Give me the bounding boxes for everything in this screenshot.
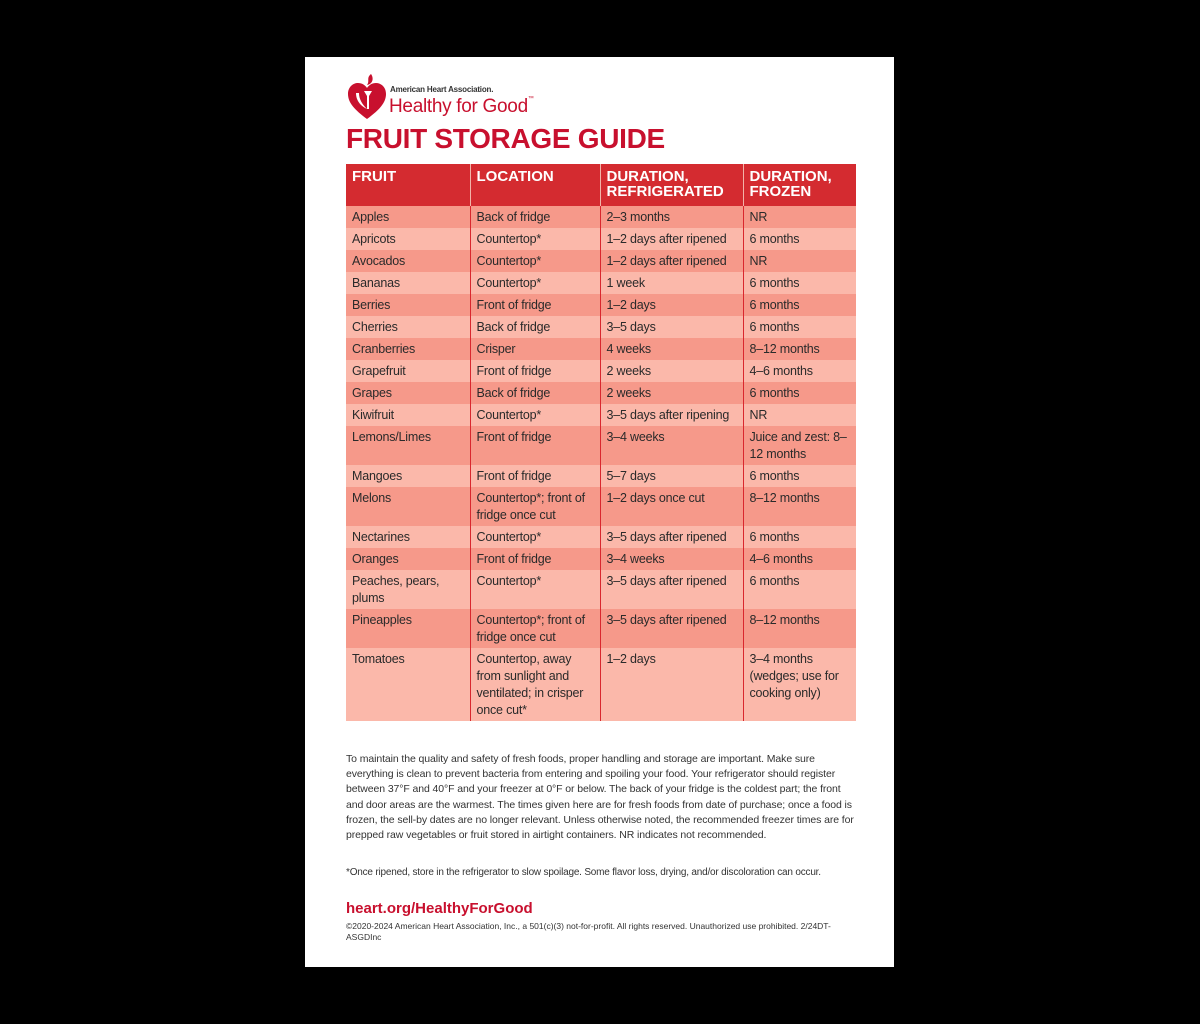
cell-fruit: Pineapples — [346, 609, 470, 648]
cell-refrigerated: 2 weeks — [600, 360, 743, 382]
cell-fruit: Grapes — [346, 382, 470, 404]
cell-location: Countertop*; front of fridge once cut — [470, 487, 600, 526]
table-row — [346, 526, 856, 548]
cell-location: Countertop* — [470, 250, 600, 272]
healthy-for-good-link[interactable]: heart.org/HealthyForGood — [346, 900, 533, 917]
cell-refrigerated: 4 weeks — [600, 338, 743, 360]
fruit-storage-table — [346, 164, 856, 721]
table-row — [346, 570, 856, 609]
cell-location: Countertop* — [470, 228, 600, 250]
table-row — [346, 548, 856, 570]
cell-fruit: Avocados — [346, 250, 470, 272]
cell-fruit: Bananas — [346, 272, 470, 294]
cell-frozen: 3–4 months (wedges; use for cooking only) — [743, 648, 856, 721]
cell-refrigerated: 3–5 days — [600, 316, 743, 338]
cell-location: Countertop* — [470, 404, 600, 426]
cell-fruit: Melons — [346, 487, 470, 526]
table-row — [346, 272, 856, 294]
column-header-fruit: FRUIT — [346, 164, 470, 206]
cell-refrigerated: 1–2 days after ripened — [600, 250, 743, 272]
cell-frozen: NR — [743, 404, 856, 426]
cell-frozen: NR — [743, 206, 856, 228]
cell-refrigerated: 1 week — [600, 272, 743, 294]
cell-refrigerated: 1–2 days once cut — [600, 487, 743, 526]
cell-frozen: 6 months — [743, 228, 856, 250]
table-row — [346, 360, 856, 382]
cell-fruit: Nectarines — [346, 526, 470, 548]
cell-location: Front of fridge — [470, 360, 600, 382]
aha-logo — [347, 73, 547, 125]
page-title: FRUIT STORAGE GUIDE — [346, 123, 665, 154]
cell-location: Countertop, away from sunlight and ventilated; in crisper once cut* — [470, 648, 600, 721]
table-header-row — [346, 164, 856, 206]
cell-frozen: 6 months — [743, 570, 856, 609]
table-row — [346, 609, 856, 648]
cell-location: Front of fridge — [470, 294, 600, 316]
cell-frozen: Juice and zest: 8–12 months — [743, 426, 856, 465]
logo-org-name: American Heart Association. — [390, 85, 494, 94]
cell-location: Countertop*; front of fridge once cut — [470, 609, 600, 648]
column-header-frozen: DURATION, FROZEN — [743, 164, 856, 206]
cell-fruit: Kiwifruit — [346, 404, 470, 426]
cell-frozen: 8–12 months — [743, 338, 856, 360]
cell-frozen: 4–6 months — [743, 548, 856, 570]
column-header-location: LOCATION — [470, 164, 600, 206]
table-row — [346, 206, 856, 228]
table-row — [346, 465, 856, 487]
cell-fruit: Lemons/Limes — [346, 426, 470, 465]
cell-frozen: 4–6 months — [743, 360, 856, 382]
cell-fruit: Peaches, pears, plums — [346, 570, 470, 609]
table-row — [346, 487, 856, 526]
table-body — [346, 206, 856, 721]
cell-location: Countertop* — [470, 272, 600, 294]
cell-fruit: Berries — [346, 294, 470, 316]
cell-refrigerated: 3–5 days after ripening — [600, 404, 743, 426]
cell-frozen: 8–12 months — [743, 609, 856, 648]
cell-fruit: Tomatoes — [346, 648, 470, 721]
cell-fruit: Apples — [346, 206, 470, 228]
cell-fruit: Cranberries — [346, 338, 470, 360]
cell-refrigerated: 1–2 days — [600, 294, 743, 316]
cell-frozen: 6 months — [743, 272, 856, 294]
table-row — [346, 382, 856, 404]
cell-location: Front of fridge — [470, 465, 600, 487]
cell-location: Front of fridge — [470, 426, 600, 465]
cell-refrigerated: 5–7 days — [600, 465, 743, 487]
copyright-notice: ©2020-2024 American Heart Association, Inc., a 501(c)(3) not-for-profit. All rights reserved. Unauthorized use prohibited. 2/24DT-ASGDInc — [346, 921, 831, 942]
cell-location: Back of fridge — [470, 206, 600, 228]
cell-frozen: 6 months — [743, 316, 856, 338]
cell-fruit: Apricots — [346, 228, 470, 250]
cell-frozen: NR — [743, 250, 856, 272]
cell-refrigerated: 3–5 days after ripened — [600, 609, 743, 648]
heart-torch-icon — [347, 73, 387, 123]
cell-refrigerated: 1–2 days after ripened — [600, 228, 743, 250]
cell-frozen: 6 months — [743, 382, 856, 404]
cell-refrigerated: 2–3 months — [600, 206, 743, 228]
cell-location: Back of fridge — [470, 316, 600, 338]
storage-note: To maintain the quality and safety of fresh foods, proper handling and storage are important. Make sure everything is clean to prevent bacteria from entering and spoiling your food. Your refrigerator should register between 37°F and 40°F and your freezer at 0°F or below. The back of your fridge is the coldest part; the front and door areas are the warmest. The times given here are for fresh foods from date of purchase; once a food is frozen, the sell-by dates are no longer relevant. Unless otherwise noted, the recommended freezer times are for prepped raw vegetables or fruit stored in airtight containers. NR indicates not recommended. — [346, 753, 854, 842]
cell-fruit: Cherries — [346, 316, 470, 338]
cell-fruit: Mangoes — [346, 465, 470, 487]
cell-location: Front of fridge — [470, 548, 600, 570]
table-row — [346, 228, 856, 250]
cell-refrigerated: 3–5 days after ripened — [600, 570, 743, 609]
cell-refrigerated: 3–5 days after ripened — [600, 526, 743, 548]
ripening-footnote: *Once ripened, store in the refrigerator to slow spoilage. Some flavor loss, drying, and/or discoloration can occur. — [346, 867, 821, 878]
cell-fruit: Grapefruit — [346, 360, 470, 382]
cell-location: Countertop* — [470, 526, 600, 548]
cell-refrigerated: 3–4 weeks — [600, 548, 743, 570]
cell-frozen: 6 months — [743, 465, 856, 487]
column-header-refrigerated: DURATION, REFRIGERATED — [600, 164, 743, 206]
cell-frozen: 6 months — [743, 294, 856, 316]
table-row — [346, 294, 856, 316]
document-page — [305, 57, 894, 967]
cell-frozen: 6 months — [743, 526, 856, 548]
cell-location: Back of fridge — [470, 382, 600, 404]
table-row — [346, 250, 856, 272]
table-row — [346, 426, 856, 465]
cell-refrigerated: 1–2 days — [600, 648, 743, 721]
logo-brand-name: Healthy for Good™ — [389, 96, 534, 117]
table-row — [346, 404, 856, 426]
cell-fruit: Oranges — [346, 548, 470, 570]
cell-refrigerated: 3–4 weeks — [600, 426, 743, 465]
table-row — [346, 648, 856, 721]
cell-frozen: 8–12 months — [743, 487, 856, 526]
table-row — [346, 316, 856, 338]
cell-location: Countertop* — [470, 570, 600, 609]
cell-location: Crisper — [470, 338, 600, 360]
table-row — [346, 338, 856, 360]
cell-refrigerated: 2 weeks — [600, 382, 743, 404]
